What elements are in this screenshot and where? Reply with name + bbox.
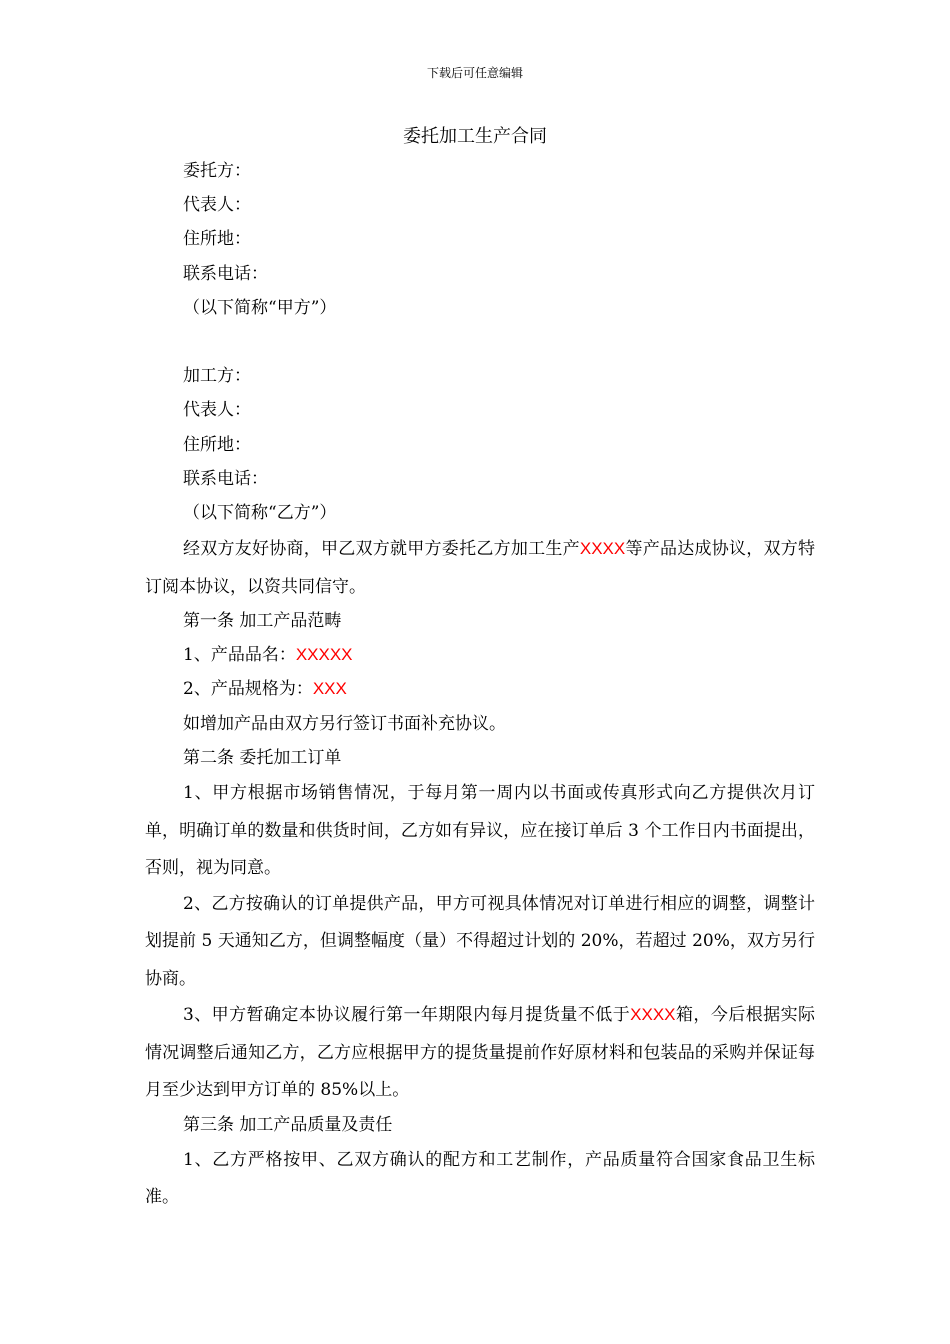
article-3-heading: 第三条 加工产品质量及责任: [183, 1114, 393, 1135]
article-2-heading: 第二条 委托加工订单: [183, 747, 342, 768]
item-highlight: XXX: [312, 679, 347, 699]
p3-text-b: 箱，今后根据实际情况调整后通知乙方，乙方应根据甲方的提货量提前作好原材料和包装品的采购并保证每月至少达到甲方订单的 85%以上。: [145, 1005, 816, 1100]
article-1-note: 如增加产品由双方另行签订书面补充协议。: [183, 713, 506, 734]
document-title: 委托加工生产合同: [403, 126, 547, 147]
article-2-paragraph-1: 1、甲方根据市场销售情况，于每月第一周内以书面或传真形式向乙方提供次月订单，明确订单的数量和供货时间，乙方如有异议，应在接订单后 3 个工作日内书面提出，否则，视为同意。: [145, 783, 815, 878]
contract-body: [145, 154, 815, 1215]
header-note: 下载后可任意编辑: [426, 66, 523, 80]
party-a-phone: 联系电话：: [183, 263, 268, 284]
party-b-phone: 联系电话：: [183, 468, 268, 489]
intro-text-a: 经双方友好协商，甲乙双方就甲方委托乙方加工生产: [183, 539, 580, 560]
intro-highlight: XXXX: [579, 539, 626, 559]
intro-paragraph: [145, 530, 815, 606]
intro-text-b: 等产品达成协议，双方特订阅本协议，以资共同信守。: [145, 539, 816, 597]
party-b-address: 住所地：: [183, 434, 251, 455]
p3-text-a: 3、甲方暂确定本协议履行第一年期限内每月提货量不低于: [183, 1005, 631, 1025]
item-highlight: XXXXX: [295, 645, 353, 665]
article-1-item-2: [145, 672, 815, 706]
party-b-alias: （以下简称“乙方”）: [183, 502, 337, 523]
party-a-representative: 代表人：: [183, 195, 251, 216]
article-1-item-1: [145, 638, 815, 672]
item-label: 1、产品品名：: [183, 645, 296, 666]
article-1-heading: 第一条 加工产品范畴: [183, 611, 342, 632]
party-b-representative: 代表人：: [183, 400, 251, 421]
article-2-paragraph-2: 2、乙方按确认的订单提供产品，甲方可视具体情况对订单进行相应的调整，调整计划提前 5 天通知乙方，但调整幅度（量）不得超过计划的 20%，若超过 20%，双方另行协商。: [145, 893, 815, 989]
spacer: [145, 325, 815, 359]
item-label: 2、产品规格为：: [183, 679, 313, 700]
article-3-paragraph-1: 1、乙方严格按甲、乙双方确认的配方和工艺制作，产品质量符合国家食品卫生标准。: [145, 1149, 815, 1208]
article-2-paragraph-3: [145, 996, 815, 1110]
party-b-role: 加工方：: [183, 366, 251, 387]
party-a-role: 委托方：: [183, 161, 251, 181]
party-a-alias: （以下简称“甲方”）: [183, 297, 337, 318]
p3-highlight: XXXX: [630, 1005, 676, 1024]
party-a-address: 住所地：: [183, 229, 251, 250]
